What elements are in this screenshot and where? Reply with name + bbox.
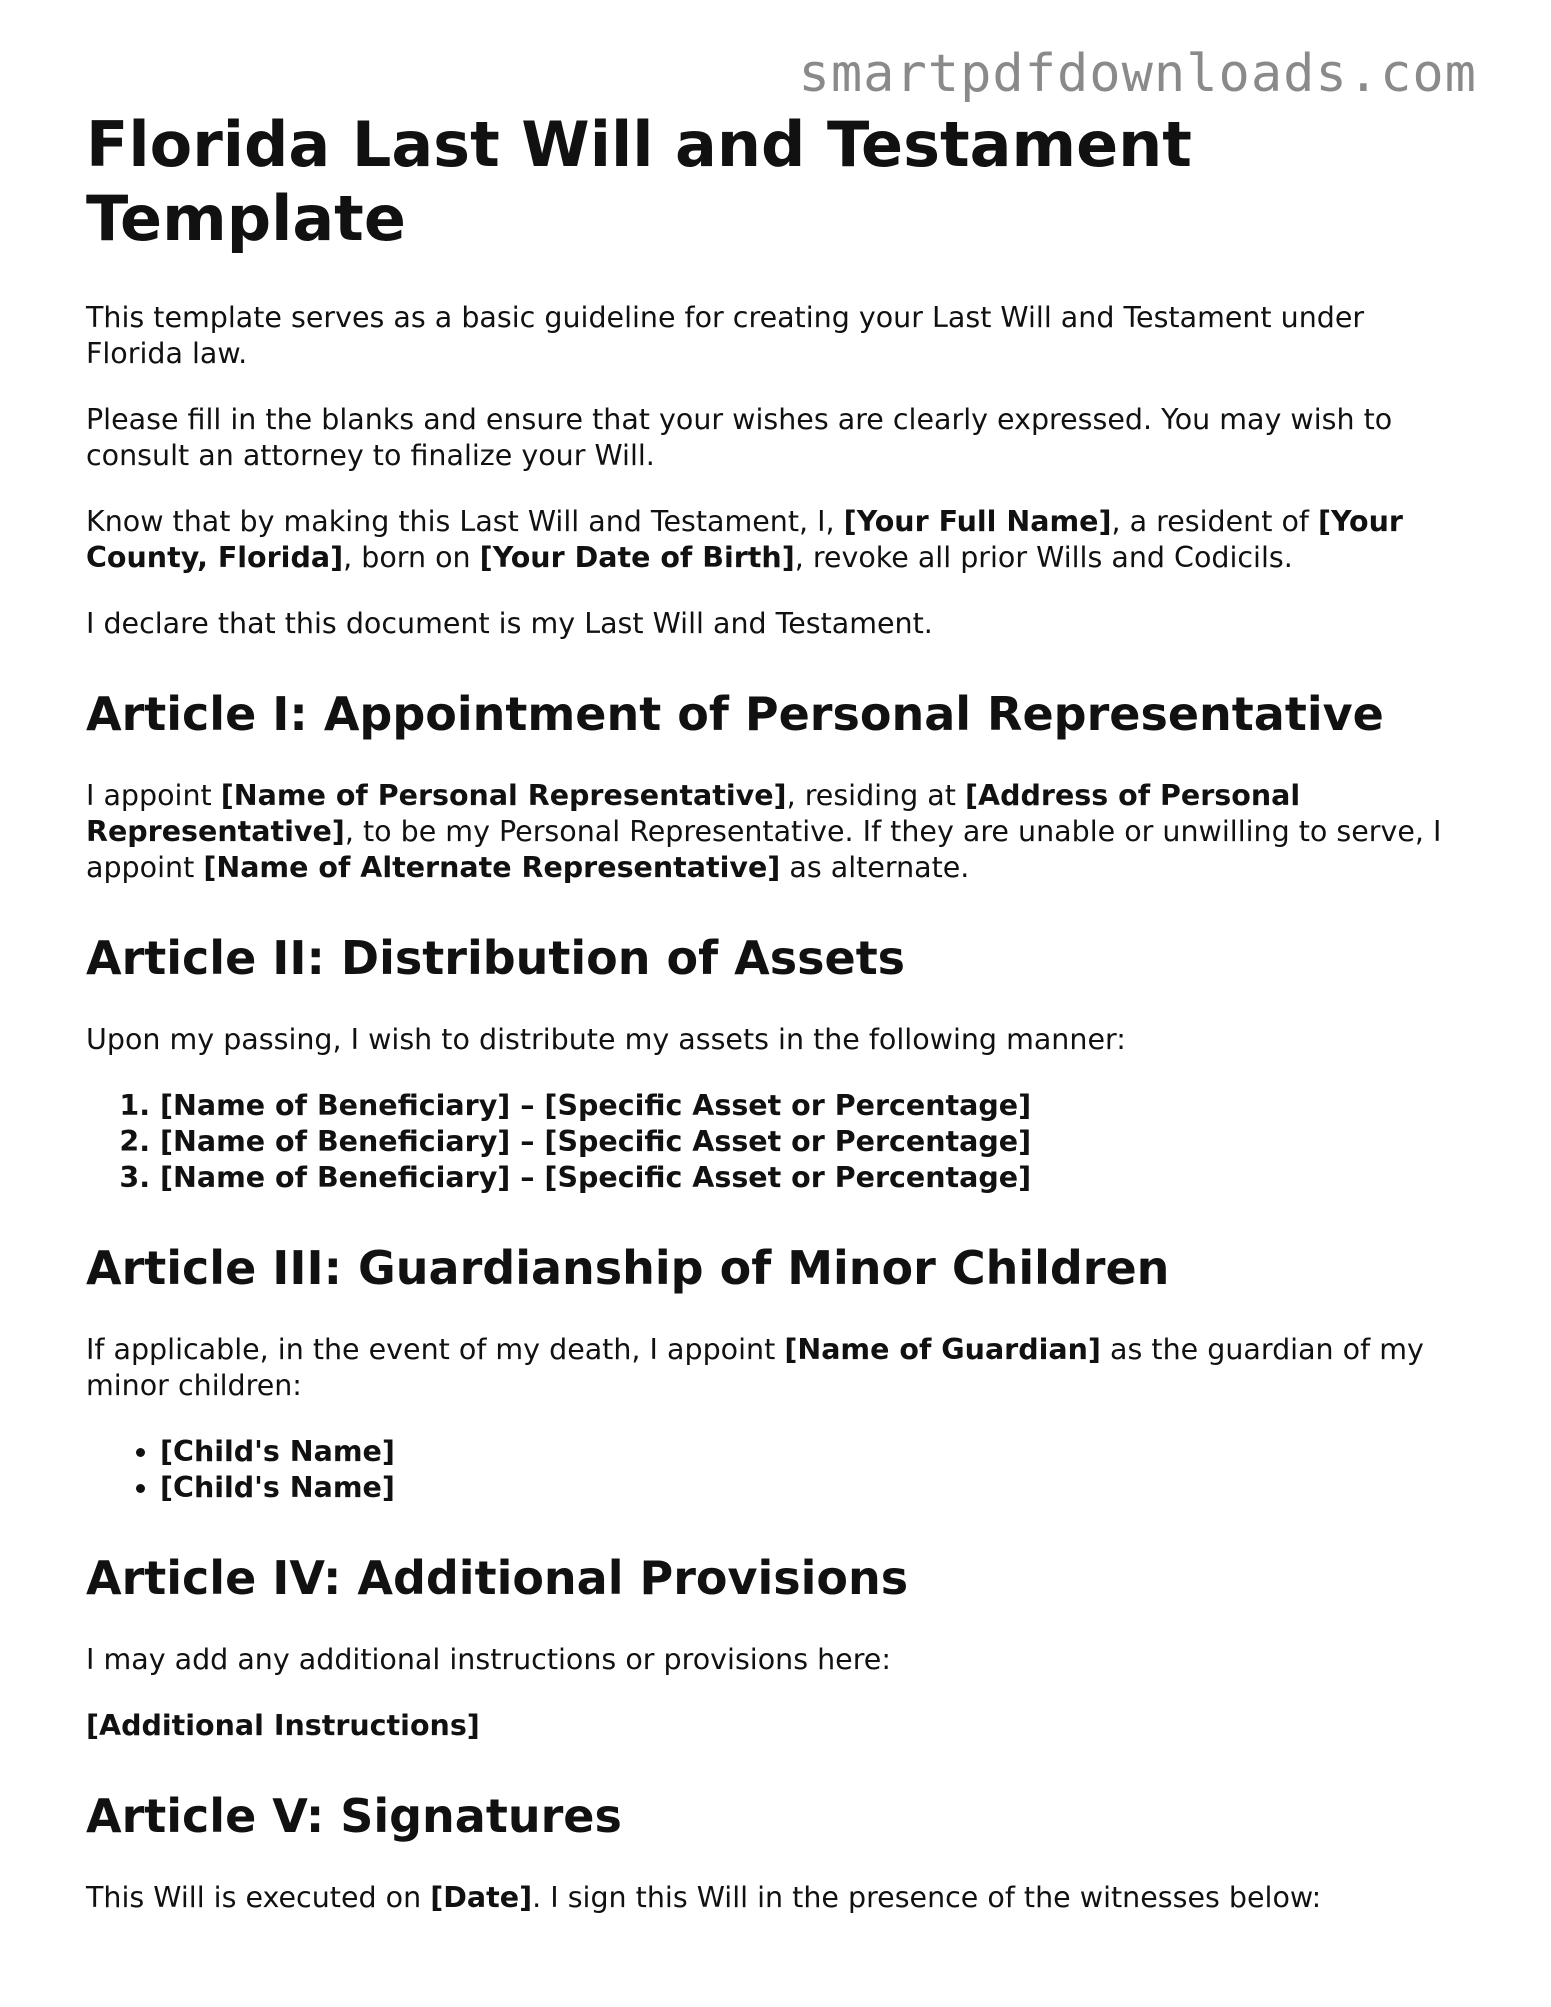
text: I appoint [86, 779, 221, 812]
text: , born on [343, 541, 480, 574]
beneficiary-name: [Name of Beneficiary] [160, 1161, 511, 1194]
beneficiary-item [160, 1160, 1466, 1196]
intro-paragraph-1: This template serves as a basic guideline for creating your Last Will and Testament under Florida law. [86, 301, 1365, 370]
article-3-heading: Article III: Guardianship of Minor Children [86, 1241, 1170, 1295]
additional-instructions-blank [86, 1708, 1466, 1744]
separator: – [510, 1161, 545, 1194]
separator: – [510, 1125, 545, 1158]
child-item: • [Child's Name] [160, 1470, 1466, 1506]
article-2-heading: Article II: Distribution of Assets [86, 931, 906, 985]
article-4-heading: Article IV: Additional Provisions [86, 1551, 909, 1605]
text: . I sign this Will in the presence of the witnesses below: [532, 1881, 1322, 1914]
text: This Will is executed on [86, 1881, 431, 1914]
asset-share: [Specific Asset or Percentage] [544, 1089, 1032, 1122]
county-blank: [Your County, Florida] [86, 505, 1403, 574]
article-4-intro: I may add any additional instructions or provisions here: [86, 1643, 891, 1676]
beneficiary-item [160, 1124, 1466, 1160]
beneficiary-list [86, 1088, 1466, 1196]
article-1-heading: Article I: Appointment of Personal Representative [86, 687, 1384, 741]
asset-share: [Specific Asset or Percentage] [544, 1125, 1032, 1158]
full-name-blank: [Your Full Name] [843, 505, 1112, 538]
text: , to be my Personal Representative. If they are unable or unwilling to serve, I appoint [86, 815, 1442, 884]
article-2-intro: Upon my passing, I wish to distribute my assets in the following manner: [86, 1023, 1126, 1056]
beneficiary-name: [Name of Beneficiary] [160, 1125, 511, 1158]
text: If applicable, in the event of my death, I appoint [86, 1333, 785, 1366]
child-item: • [Child's Name] [160, 1434, 1466, 1470]
execution-date-blank: [Date] [430, 1881, 533, 1914]
text: , residing at [786, 779, 966, 812]
guardian-name-blank: [Name of Guardian] [784, 1333, 1101, 1366]
text: Know that by making this Last Will and Testament, I, [86, 505, 844, 538]
representative-address-blank: [Address of Personal Representative] [86, 779, 1301, 848]
article-5-paragraph [86, 1880, 1466, 1916]
document-page [86, 108, 1466, 1946]
alternate-representative-blank: [Name of Alternate Representative] [203, 851, 781, 884]
intro-paragraph-3 [86, 504, 1466, 576]
article-3-paragraph [86, 1332, 1466, 1404]
representative-name-blank: [Name of Personal Representative] [220, 779, 787, 812]
text: as alternate. [780, 851, 970, 884]
article-5-heading: Article V: Signatures [86, 1789, 622, 1843]
intro-paragraph-4: I declare that this document is my Last Will and Testament. [86, 607, 933, 640]
page-title: Florida Last Will and Testament Template [86, 108, 1192, 255]
children-list [86, 1434, 1466, 1506]
birth-date-blank: [Your Date of Birth] [479, 541, 795, 574]
intro-paragraph-2: Please fill in the blanks and ensure that your wishes are clearly expressed. You may wish to consult an attorney to finalize your Will. [86, 403, 1393, 472]
article-1-paragraph [86, 778, 1466, 886]
separator: – [510, 1089, 545, 1122]
watermark: smartpdfdownloads.com [798, 44, 1477, 104]
beneficiary-name: [Name of Beneficiary] [160, 1089, 511, 1122]
text: , revoke all prior Wills and Codicils. [794, 541, 1293, 574]
asset-share: [Specific Asset or Percentage] [544, 1161, 1032, 1194]
text: as the guardian of my minor children: [86, 1333, 1424, 1402]
additional-instructions-text: [Additional Instructions] [86, 1709, 480, 1742]
text: , a resident of [1111, 505, 1318, 538]
beneficiary-item [160, 1088, 1466, 1124]
